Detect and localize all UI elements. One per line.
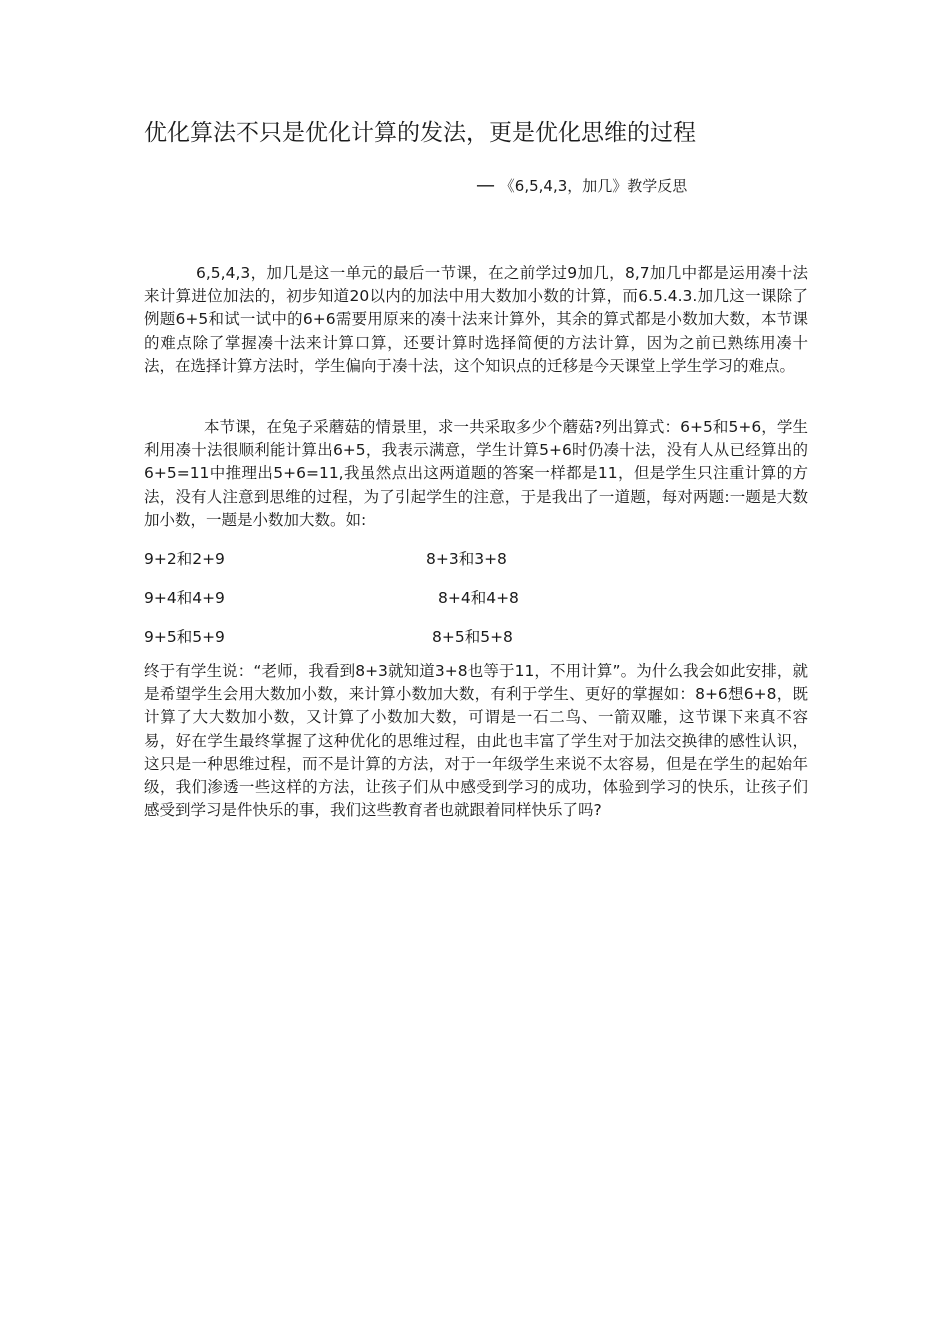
equation-row	[144, 547, 808, 571]
equation-pair-right: 8+4和4+8	[438, 589, 519, 607]
equation-pair-left: 9+5和5+9	[144, 628, 225, 646]
equation-pair-left: 9+2和2+9	[144, 550, 225, 568]
subtitle-text: 《6,5,4,3，加几》教学反思	[499, 177, 688, 195]
equation-pair-right: 8+5和5+8	[432, 628, 513, 646]
equation-row	[144, 586, 808, 610]
paragraph-lesson: 本节课，在兔子采蘑菇的情景里，求一共采取多少个蘑菇?列出算式：6+5和5+6，学生利用凑十法很顺利能计算出6+5，我表示满意，学生计算5+6时仍凑十法，没有人从已经算出的6+5=11中推理出5+6=11,我虽然点出这两道题的答案一样都是11，但是学生只注重计算的方法，没有人注意到思维的过程，为了引起学生的注意，于是我出了一道题，每对两题:一题是大数加小数，一题是小数加大数。如:	[144, 418, 808, 529]
document-title: 优化算法不只是优化计算的发法，更是优化思维的过程	[144, 120, 696, 146]
equation-row	[144, 625, 808, 649]
paragraph-conclusion: 终于有学生说：“老师，我看到8+3就知道3+8也等于11，不用计算”。为什么我会如此安排，就是希望学生会用大数加小数，来计算小数加大数，有利于学生、更好的掌握如：8+6想6+8，既计算了大大数加小数，又计算了小数加大数，可谓是一石二鸟、一箭双雕，这节课下来真不容易，好在学生最终掌握了这种优化的思维过程，由此也丰富了学生对于加法交换律的感性认识，这只是一种思维过程，而不是计算的方法，对于一年级学生来说不太容易，但是在学生的起始年级，我们渗透一些这样的方法，让孩子们从中感受到学习的成功，体验到学习的快乐，让孩子们感受到学习是件快乐的事，我们这些教育者也就跟着同样快乐了吗?	[144, 662, 808, 820]
document-subtitle	[476, 172, 687, 199]
paragraph-intro: 6,5,4,3，加几是这一单元的最后一节课，在之前学过9加几，8,7加几中都是运用凑十法来计算进位加法的，初步知道20以内的加法中用大数加小数的计算，而6.5.4.3.加几这一课除了例题6+5和试一试中的6+6需要用原来的凑十法来计算外，其余的算式都是小数加大数，本节课的难点除了掌握凑十法来计算口算，还要计算时选择简便的方法计算，因为之前已熟练用凑十法，在选择计算方法时，学生偏向于凑十法，这个知识点的迁移是今天课堂上学生学习的难点。	[144, 264, 808, 375]
equation-pair-right: 8+3和3+8	[426, 550, 507, 568]
subtitle-dash: —	[476, 174, 495, 196]
equation-pair-left: 9+4和4+9	[144, 589, 225, 607]
